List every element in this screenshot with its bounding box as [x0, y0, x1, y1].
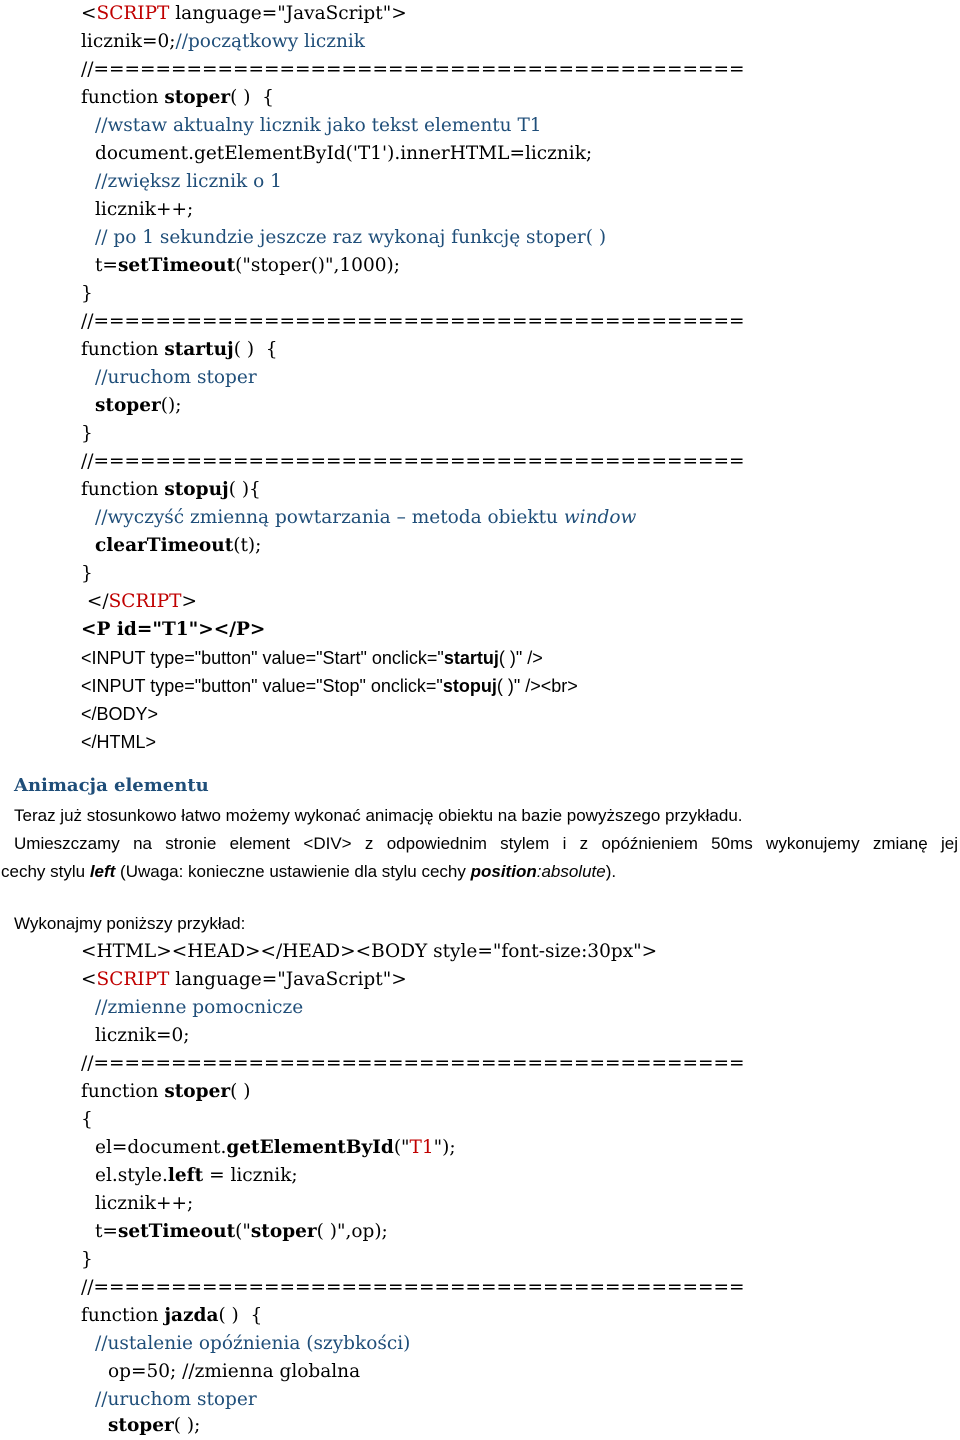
licznik-init-line: licznik=0; — [95, 1025, 190, 1046]
script-open-line: <SCRIPT language="JavaScript"> — [81, 3, 407, 24]
script-tag: SCRIPT — [108, 591, 182, 612]
separator-line: //========================================== — [81, 1277, 745, 1298]
inner-html-line: document.getElementById('T1').innerHTML=licznik; — [95, 143, 593, 164]
p-tag-line: <P id="T1"></P> — [81, 619, 266, 640]
code-comment: //początkowy licznik — [175, 31, 366, 52]
input-start-line: <INPUT type="button" value="Start" onclick="startuj( )" /> — [81, 648, 543, 668]
close-brace: } — [81, 423, 93, 444]
paragraph: Teraz już stosunkowo łatwo możemy wykonać animację obiektu na bazie powyższego przykładu. — [14, 806, 743, 825]
close-brace: } — [81, 283, 93, 304]
code-comment: //ustalenie opóźnienia (szybkości) — [95, 1333, 411, 1354]
increment-line: licznik++; — [95, 199, 194, 220]
close-brace: } — [81, 1249, 93, 1270]
close-brace: } — [81, 563, 93, 584]
code-comment: //zmienne pomocnicze — [95, 997, 304, 1018]
get-element-line: el=document.getElementById("T1"); — [95, 1137, 456, 1158]
separator-line: //========================================== — [81, 451, 745, 472]
stoper-call-line: stoper(); — [95, 395, 182, 416]
function-jazda-declaration: function jazda( ) { — [81, 1305, 263, 1326]
function-stoper-declaration: function stoper( ) { — [81, 87, 274, 108]
code-comment: //uruchom stoper — [95, 1389, 257, 1410]
clear-timeout-line: clearTimeout(t); — [95, 535, 262, 556]
open-brace: { — [81, 1109, 93, 1130]
separator-line: //========================================== — [81, 1053, 745, 1074]
code-comment: //uruchom stoper — [95, 367, 257, 388]
section-heading: Animacja elementu — [14, 775, 209, 796]
script-tag: SCRIPT — [96, 3, 170, 24]
paragraph: Umieszczamy na stronie element <DIV> z odpowiednim stylem i z opóźnieniem 50ms wykonujemy zmianę jej — [14, 834, 958, 853]
paragraph: Wykonajmy poniższy przykład: — [14, 914, 246, 933]
html-head-line: <HTML><HEAD></HEAD><BODY style="font-size:30px"> — [81, 941, 658, 962]
style-left-line: el.style.left = licznik; — [95, 1165, 298, 1186]
separator-line: //========================================== — [81, 311, 745, 332]
script-tag: SCRIPT — [96, 969, 170, 990]
paragraph: cechy stylu left (Uwaga: konieczne ustawienie dla stylu cechy position:absolute). — [1, 862, 617, 881]
separator-line: //========================================== — [81, 59, 745, 80]
increment-line: licznik++; — [95, 1193, 194, 1214]
code-comment: //zwiększ licznik o 1 — [95, 171, 282, 192]
set-timeout-line: t=setTimeout("stoper()",1000); — [95, 255, 400, 276]
function-stopuj-declaration: function stopuj( ){ — [81, 479, 261, 500]
stoper-call-line: stoper( ); — [108, 1415, 201, 1436]
body-close-line: </BODY> — [81, 704, 159, 724]
function-stoper-declaration: function stoper( ) — [81, 1081, 251, 1102]
op-assign-line: op=50; //zmienna globalna — [108, 1361, 361, 1382]
script-open-line: <SCRIPT language="JavaScript"> — [81, 969, 407, 990]
code-comment: //wstaw aktualny licznik jako tekst elementu T1 — [95, 115, 542, 136]
script-close-line: </SCRIPT> — [81, 591, 197, 612]
code-comment: //wyczyść zmienną powtarzania – metoda obiektu window — [95, 507, 637, 528]
input-stop-line: <INPUT type="button" value="Stop" onclick="stopuj( )" /><br> — [81, 676, 578, 696]
html-close-line: </HTML> — [81, 732, 157, 752]
code-comment: // po 1 sekundzie jeszcze raz wykonaj funkcję stoper( ) — [95, 227, 607, 248]
set-timeout-line: t=setTimeout("stoper( )",op); — [95, 1221, 388, 1242]
licznik-init-line: licznik=0;//początkowy licznik — [81, 31, 366, 52]
function-startuj-declaration: function startuj( ) { — [81, 339, 278, 360]
